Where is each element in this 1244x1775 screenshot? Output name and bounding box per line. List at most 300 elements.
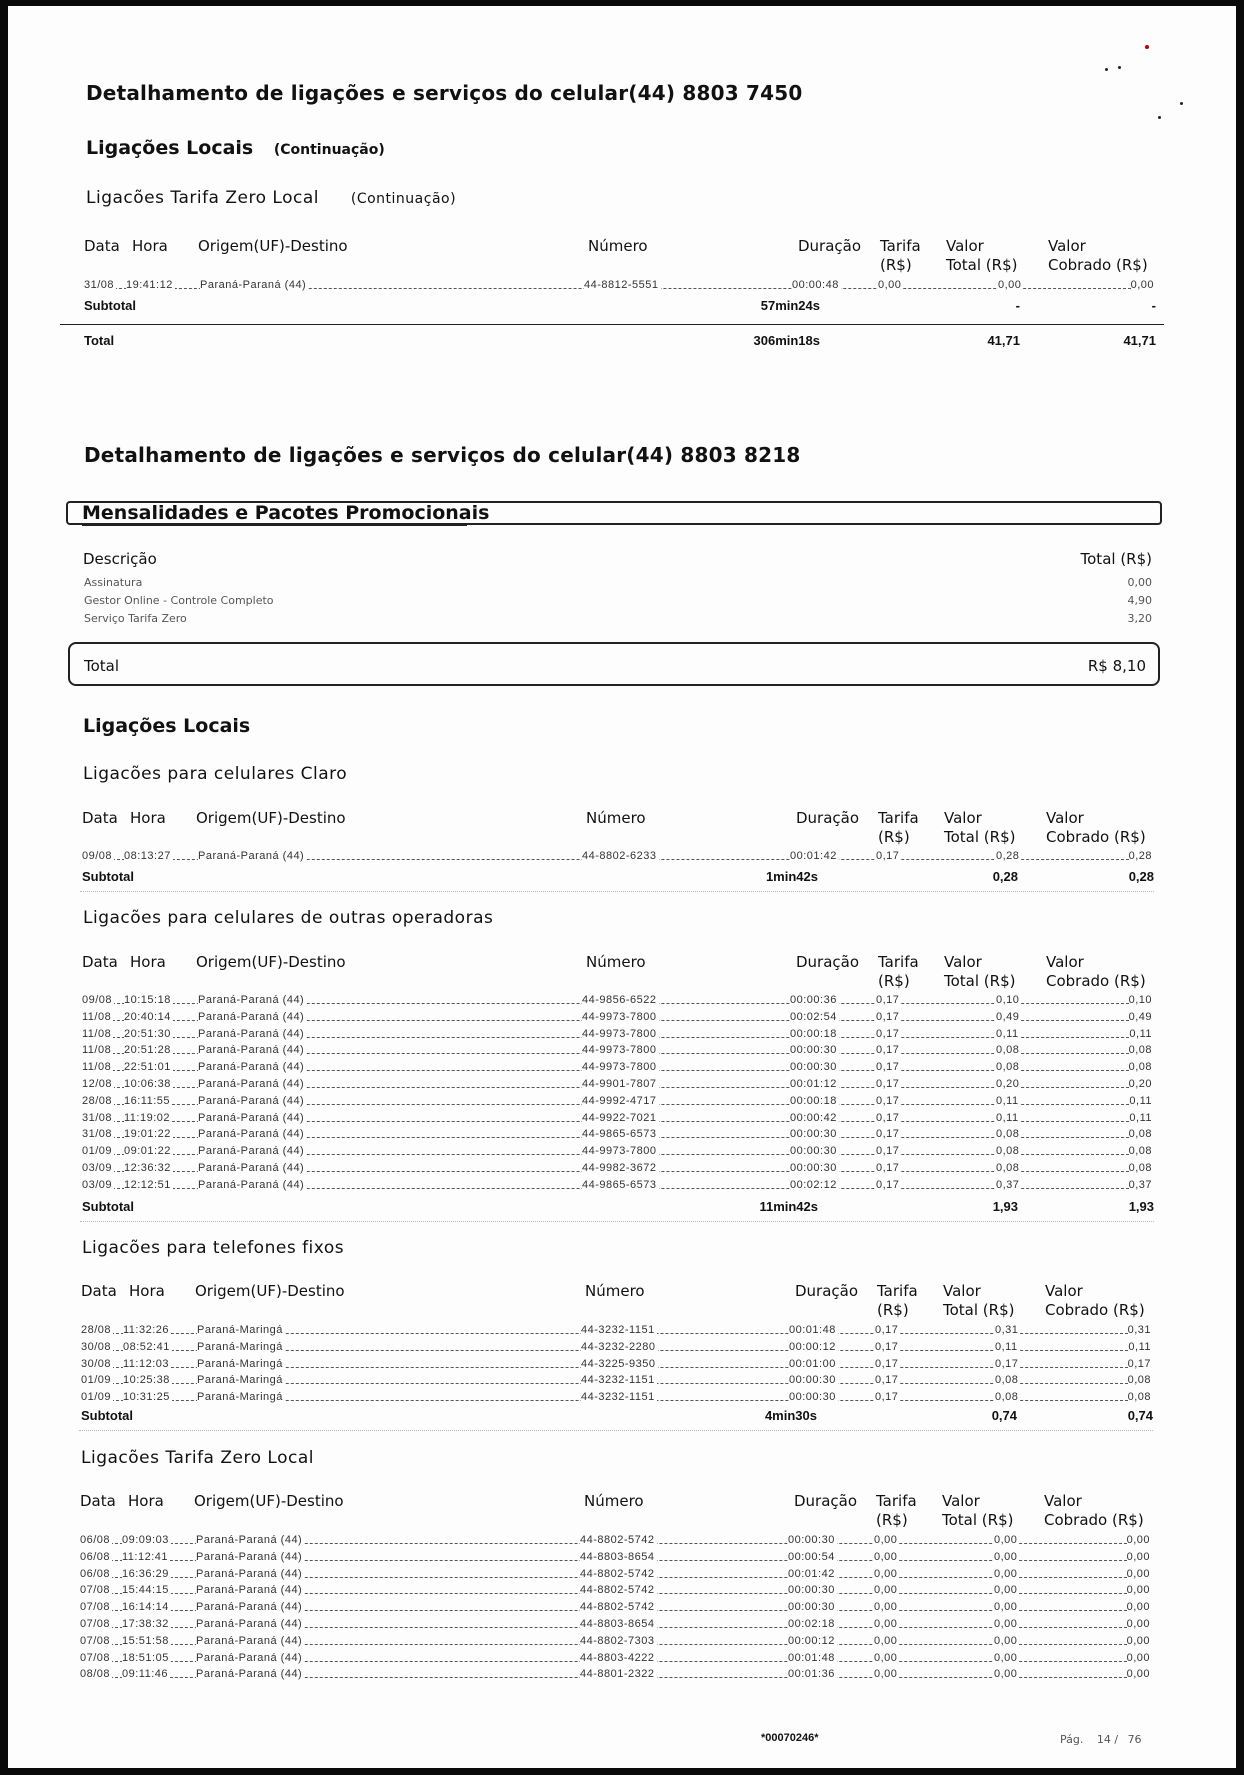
col-valor-cobrado-label: Valor <box>1046 953 1084 971</box>
cell-data: 09/08 <box>82 994 113 1006</box>
cell-origem: Paraná-Paraná (44) <box>196 1668 303 1681</box>
cell-numero: 44-8802-5742 <box>580 1534 655 1546</box>
cell-valor-cobrado: 0,10 <box>1128 994 1152 1006</box>
cell-hora: 16:11:55 <box>124 1094 171 1107</box>
cell-data: 28/08 <box>81 1324 112 1336</box>
cell-tarifa: 0,17 <box>875 1340 899 1353</box>
col-valor-total-header <box>942 1492 1013 1530</box>
cell-origem: Paraná-Paraná (44) <box>198 1044 305 1057</box>
table-row <box>82 1126 1154 1142</box>
cell-data: 01/09 <box>81 1391 112 1404</box>
cell-tarifa: 0,00 <box>874 1668 898 1681</box>
cell-hora: 12:36:32 <box>124 1162 171 1174</box>
cell-duracao: 00:00:30 <box>790 1044 837 1057</box>
cell-data: 30/08 <box>81 1357 112 1370</box>
cell-valor-cobrado: 0,00 <box>1126 1567 1150 1580</box>
cell-duracao: 00:00:30 <box>790 1061 837 1074</box>
col-duracao-label: Duração <box>798 237 862 255</box>
cell-duracao: 00:02:54 <box>790 1010 837 1023</box>
cell-numero: 44-3232-1151 <box>581 1374 655 1387</box>
locais-heading: Ligações Locais <box>83 715 251 737</box>
col-origem-label: Origem(UF)-Destino <box>198 237 348 255</box>
col-numero-header <box>584 1492 644 1511</box>
cell-valor-total: 0,49 <box>996 1010 1020 1023</box>
col-valor-total-label: Valor <box>946 237 984 255</box>
cell-origem: Paraná-Maringá <box>197 1374 283 1387</box>
cell-valor-total: 0,08 <box>996 1044 1020 1057</box>
col-valor-cobrado-label: Valor <box>1048 237 1086 255</box>
cell-data: 11/08 <box>82 1010 112 1023</box>
cell-valor-total: 0,11 <box>996 1094 1019 1107</box>
col-valor-total-sublabel: Total (R$) <box>944 828 1016 846</box>
fixos-heading: Ligacões para telefones fixos <box>82 1238 345 1258</box>
cell-valor-total: 0,00 <box>994 1567 1018 1580</box>
cell-hora: 20:51:30 <box>124 1027 171 1040</box>
cell-hora: 12:12:51 <box>124 1178 171 1191</box>
col-data-header <box>82 953 118 972</box>
cell-data: 06/08 <box>80 1550 111 1563</box>
col-valor-total-header <box>944 809 1015 847</box>
col-valor-cobrado-sublabel: Cobrado (R$) <box>1048 256 1148 274</box>
cell-valor-total: 0,10 <box>996 994 1020 1006</box>
col-origem-label: Origem(UF)-Destino <box>196 953 346 971</box>
cell-origem: Paraná-Maringá <box>197 1357 283 1370</box>
section-title-line-1 <box>86 81 802 105</box>
cell-numero: 44-8802-6233 <box>582 850 657 862</box>
subheading-text: Ligacões Tarifa Zero Local <box>86 188 319 208</box>
col-valor-total-label: Valor <box>943 1282 981 1300</box>
cell-valor-total: 0,28 <box>996 850 1020 862</box>
table-row <box>82 1042 1154 1058</box>
cell-numero: 44-8803-4222 <box>580 1651 655 1664</box>
cell-valor-total: 0,08 <box>995 1374 1019 1387</box>
cell-valor-cobrado: 0,00 <box>1126 1534 1150 1546</box>
mensalidade-valor: 3,20 <box>1127 612 1152 625</box>
cell-origem: Paraná-Paraná (44) <box>196 1584 303 1597</box>
outras-heading: Ligacões para celulares de outras operadoras <box>83 908 494 928</box>
table-row <box>81 1322 1153 1338</box>
cell-valor-cobrado: 0,00 <box>1126 1601 1150 1614</box>
cell-tarifa: 0,17 <box>876 1094 900 1107</box>
cell-duracao: 00:01:42 <box>790 850 837 862</box>
col-valor-total-sublabel: Total (R$) <box>946 256 1018 274</box>
cell-valor-total: 0,11 <box>996 1027 1019 1040</box>
mensalidade-valor: 4,90 <box>1127 594 1152 607</box>
subtotal-duration: 57min24s <box>760 298 820 313</box>
col-valor-cobrado-sublabel: Cobrado (R$) <box>1046 828 1146 846</box>
col-valor-cobrado-label: Valor <box>1046 809 1084 827</box>
cell-hora: 15:44:15 <box>122 1584 169 1597</box>
cell-hora: 22:51:01 <box>124 1061 171 1074</box>
cell-numero: 44-8802-7303 <box>580 1634 655 1647</box>
cell-origem: Paraná-Paraná (44) <box>196 1567 303 1580</box>
cell-numero: 44-8812-5551 <box>584 279 659 291</box>
subtotal-duration: 4min30s <box>764 1408 817 1423</box>
cell-numero: 44-9901-7807 <box>582 1078 657 1090</box>
table-row <box>80 1532 1152 1548</box>
cell-hora: 15:51:58 <box>122 1634 169 1647</box>
table-row <box>82 1177 1154 1193</box>
col-hora-label: Hora <box>130 953 166 971</box>
cell-numero: 44-3232-1151 <box>581 1324 655 1336</box>
col-duracao-header <box>794 1492 857 1511</box>
cell-data: 07/08 <box>80 1651 111 1664</box>
table-row <box>81 1356 1153 1372</box>
cell-origem: Paraná-Paraná (44) <box>198 1061 305 1074</box>
col-tarifa-header <box>877 1282 918 1320</box>
cell-valor-cobrado: 0,31 <box>1127 1324 1151 1336</box>
section-title-line-2 <box>84 443 800 467</box>
continuation-label: (Continuação) <box>273 142 385 158</box>
cell-origem: Paraná-Paraná (44) <box>198 1128 305 1141</box>
cell-origem: Paraná-Paraná (44) <box>198 850 305 862</box>
cell-valor-total: 0,08 <box>996 1162 1020 1174</box>
mensalidade-desc: Serviço Tarifa Zero <box>84 612 187 625</box>
col-data-header <box>82 809 118 828</box>
cell-valor-cobrado: 0,28 <box>1128 850 1152 862</box>
cell-numero: 44-9856-6522 <box>582 994 657 1006</box>
descricao-label: Descrição <box>83 550 157 568</box>
col-numero-header <box>586 809 646 828</box>
phone-number-1: (44) 8803 7450 <box>628 81 803 105</box>
cell-numero: 44-9973-7800 <box>582 1027 657 1040</box>
title-underline <box>82 525 467 526</box>
col-duracao-header <box>796 809 859 828</box>
col-valor-total-sublabel: Total (R$) <box>944 972 1016 990</box>
cell-origem: Paraná-Paraná (44) <box>200 279 307 291</box>
cell-tarifa: 0,00 <box>874 1618 898 1630</box>
col-numero-label: Número <box>586 809 646 827</box>
cell-valor-total: 0,00 <box>994 1584 1018 1597</box>
col-valor-total-header <box>943 1282 1014 1320</box>
cell-tarifa: 0,17 <box>876 1078 900 1090</box>
cell-valor-cobrado: 0,00 <box>1130 279 1154 291</box>
cell-duracao: 00:00:30 <box>790 1128 837 1141</box>
col-hora-header <box>130 953 166 972</box>
subtotal-total: - <box>1015 298 1020 313</box>
cell-data: 11/08 <box>82 1027 112 1040</box>
cell-tarifa: 0,17 <box>876 1027 900 1040</box>
cell-data: 12/08 <box>82 1078 113 1090</box>
table-row <box>82 992 1154 1008</box>
col-valor-cobrado-header <box>1044 1492 1144 1530</box>
cell-tarifa: 0,17 <box>876 850 900 862</box>
cell-hora: 16:36:29 <box>122 1567 169 1580</box>
box-total-label: Total <box>84 657 120 675</box>
cell-hora: 19:41:12 <box>126 279 173 291</box>
invoice-page <box>8 6 1236 1768</box>
cell-valor-cobrado: 0,17 <box>1127 1357 1151 1370</box>
cell-numero: 44-9922-7021 <box>582 1111 657 1124</box>
cell-origem: Paraná-Maringá <box>197 1391 283 1404</box>
table-row <box>80 1650 1152 1666</box>
cell-tarifa: 0,17 <box>876 994 900 1006</box>
cell-hora: 18:51:05 <box>122 1651 169 1664</box>
cell-numero: 44-9865-6573 <box>582 1128 657 1141</box>
cell-numero: 44-8803-8654 <box>580 1550 655 1563</box>
cell-tarifa: 0,17 <box>876 1061 900 1074</box>
section-divider <box>80 891 1154 892</box>
cell-tarifa: 0,17 <box>875 1391 899 1404</box>
cell-valor-total: 0,08 <box>996 1145 1020 1158</box>
col-duracao-label: Duração <box>794 1492 858 1510</box>
table-row <box>82 1143 1154 1159</box>
cell-valor-total: 0,00 <box>998 279 1022 291</box>
cell-origem: Paraná-Paraná (44) <box>196 1550 303 1563</box>
cell-valor-total: 0,08 <box>995 1391 1019 1404</box>
cell-data: 07/08 <box>80 1634 111 1647</box>
col-tarifa-label: Tarifa <box>877 1282 918 1300</box>
col-data-header <box>84 237 120 256</box>
cell-numero: 44-9973-7800 <box>582 1044 657 1057</box>
cell-tarifa: 0,00 <box>874 1534 898 1546</box>
cell-valor-total: 0,00 <box>994 1534 1018 1546</box>
cell-data: 09/08 <box>82 850 113 862</box>
cell-tarifa: 0,17 <box>875 1357 899 1370</box>
col-valor-cobrado-header <box>1045 1282 1145 1320</box>
subtotal-label: Subtotal <box>82 1199 134 1214</box>
col-valor-cobrado-header <box>1046 809 1146 847</box>
cell-valor-cobrado: 0,49 <box>1128 1010 1152 1023</box>
cell-data: 28/08 <box>82 1094 113 1107</box>
cell-duracao: 00:00:30 <box>790 1162 837 1174</box>
cell-tarifa: 0,17 <box>876 1178 900 1191</box>
cell-valor-cobrado: 0,08 <box>1127 1391 1151 1404</box>
cell-origem: Paraná-Paraná (44) <box>196 1601 303 1614</box>
cell-valor-cobrado: 0,20 <box>1128 1078 1152 1090</box>
col-valor-total-header <box>944 953 1015 991</box>
table-row <box>80 1616 1152 1632</box>
table-row <box>82 1110 1154 1126</box>
col-tarifa-sublabel: (R$) <box>878 828 910 846</box>
cell-duracao: 00:00:54 <box>788 1550 835 1563</box>
section-heading-locais-cont <box>86 137 385 159</box>
cell-hora: 20:40:14 <box>124 1010 171 1023</box>
cell-numero: 44-3232-1151 <box>581 1391 655 1404</box>
subtotal-cobrado: 0,28 <box>1128 869 1154 884</box>
cell-valor-cobrado: 0,00 <box>1126 1618 1150 1630</box>
cell-valor-cobrado: 0,11 <box>1129 1111 1152 1124</box>
cell-tarifa: 0,00 <box>878 279 902 291</box>
cell-duracao: 00:00:30 <box>788 1601 835 1614</box>
scan-speck <box>1180 102 1183 105</box>
cell-data: 01/09 <box>81 1374 112 1387</box>
cell-valor-cobrado: 0,08 <box>1128 1044 1152 1057</box>
cell-numero: 44-8802-5742 <box>580 1584 655 1597</box>
cell-valor-total: 0,17 <box>995 1357 1019 1370</box>
cell-numero: 44-9865-6573 <box>582 1178 657 1191</box>
mensalidades-title: Mensalidades e Pacotes Promocionais <box>82 502 490 524</box>
cell-valor-cobrado: 0,08 <box>1127 1374 1151 1387</box>
cell-numero: 44-9982-3672 <box>582 1162 657 1174</box>
section-title-2: Detalhamento de ligações e serviços do celular <box>84 443 627 467</box>
cell-data: 03/09 <box>82 1178 113 1191</box>
cell-origem: Paraná-Paraná (44) <box>198 1178 305 1191</box>
cell-valor-cobrado: 0,08 <box>1128 1145 1152 1158</box>
col-duracao-header <box>798 237 861 256</box>
col-valor-cobrado-sublabel: Cobrado (R$) <box>1046 972 1146 990</box>
cell-hora: 10:31:25 <box>123 1391 170 1404</box>
col-hora-header <box>128 1492 164 1511</box>
table-row <box>84 277 1156 293</box>
table-row <box>82 1093 1154 1109</box>
box-total-value: R$ 8,10 <box>1087 657 1146 675</box>
divider <box>60 324 1164 325</box>
cell-valor-total: 0,00 <box>994 1550 1018 1563</box>
col-valor-cobrado-label: Valor <box>1044 1492 1082 1510</box>
cell-duracao: 00:00:12 <box>788 1634 835 1647</box>
col-hora-label: Hora <box>130 809 166 827</box>
cell-hora: 11:12:03 <box>123 1357 170 1370</box>
cell-hora: 08:13:27 <box>124 850 171 862</box>
cell-duracao: 00:00:18 <box>790 1027 837 1040</box>
cell-origem: Paraná-Maringá <box>197 1340 283 1353</box>
section-divider <box>80 1221 1154 1222</box>
cell-valor-total: 0,00 <box>994 1634 1018 1647</box>
cell-valor-cobrado: 0,00 <box>1126 1668 1150 1681</box>
cell-valor-total: 0,37 <box>996 1178 1020 1191</box>
cell-numero: 44-8803-8654 <box>580 1618 655 1630</box>
subtotal-cobrado: - <box>1151 298 1156 313</box>
cell-origem: Paraná-Paraná (44) <box>198 1145 305 1158</box>
subtotal-total: 0,74 <box>991 1408 1017 1423</box>
heading-text: Ligações Locais <box>86 137 254 159</box>
col-hora-label: Hora <box>132 237 168 255</box>
cell-duracao: 00:00:30 <box>788 1534 835 1546</box>
col-valor-total-label: Valor <box>944 809 982 827</box>
cell-duracao: 00:01:00 <box>789 1357 836 1370</box>
mensalidade-desc: Gestor Online - Controle Completo <box>84 594 274 607</box>
cell-hora: 10:25:38 <box>123 1374 170 1387</box>
cell-hora: 09:01:22 <box>124 1145 171 1158</box>
cell-valor-total: 0,08 <box>996 1061 1020 1074</box>
cell-data: 06/08 <box>80 1567 111 1580</box>
cell-valor-cobrado: 0,11 <box>1128 1340 1151 1353</box>
col-data-label: Data <box>80 1492 116 1510</box>
section-divider <box>79 1430 1153 1431</box>
cell-data: 06/08 <box>80 1534 111 1546</box>
mensalidade-valor: 0,00 <box>1127 576 1152 589</box>
col-hora-label: Hora <box>129 1282 165 1300</box>
table-row <box>81 1339 1153 1355</box>
col-tarifa-header <box>880 237 921 275</box>
col-hora-label: Hora <box>128 1492 164 1510</box>
cell-origem: Paraná-Paraná (44) <box>198 1094 305 1107</box>
table-row <box>82 848 1154 864</box>
cell-origem: Paraná-Paraná (44) <box>198 1078 305 1090</box>
cell-valor-total: 0,00 <box>994 1651 1018 1664</box>
col-valor-total-label: Valor <box>944 953 982 971</box>
table-row <box>81 1389 1153 1405</box>
cell-hora: 17:38:32 <box>122 1618 169 1630</box>
cell-valor-total: 0,08 <box>996 1128 1020 1141</box>
col-duracao-label: Duração <box>795 1282 859 1300</box>
cell-origem: Paraná-Paraná (44) <box>196 1618 303 1630</box>
col-duracao-header <box>796 953 859 972</box>
col-tarifa-header <box>878 809 919 847</box>
mensalidades-total-box <box>68 642 1160 686</box>
cell-duracao: 00:01:12 <box>790 1078 837 1090</box>
page-total: 76 <box>1127 1733 1142 1746</box>
total-rs-label: Total (R$) <box>1080 550 1152 568</box>
cell-valor-total: 0,11 <box>995 1340 1018 1353</box>
cell-data: 11/08 <box>82 1061 112 1074</box>
continuation-label: (Continuação) <box>350 191 457 207</box>
col-origem-label: Origem(UF)-Destino <box>195 1282 345 1300</box>
scan-speck <box>1158 116 1161 119</box>
cell-tarifa: 0,00 <box>874 1634 898 1647</box>
cell-tarifa: 0,17 <box>875 1324 899 1336</box>
cell-hora: 09:11:46 <box>122 1668 169 1681</box>
cell-valor-total: 0,00 <box>994 1601 1018 1614</box>
mensalidade-desc: Assinatura <box>84 576 143 589</box>
cell-tarifa: 0,17 <box>876 1111 900 1124</box>
col-data-label: Data <box>82 953 118 971</box>
col-tarifa-sublabel: (R$) <box>877 1301 909 1319</box>
col-data-header <box>81 1282 117 1301</box>
cell-data: 07/08 <box>80 1584 111 1597</box>
col-data-header <box>80 1492 116 1511</box>
subtotal-duration: 11min42s <box>759 1199 818 1214</box>
col-hora-header <box>132 237 168 256</box>
col-tarifa-label: Tarifa <box>876 1492 917 1510</box>
col-tarifa-header <box>878 953 919 991</box>
cell-origem: Paraná-Paraná (44) <box>198 1010 305 1023</box>
cell-origem: Paraná-Paraná (44) <box>196 1634 303 1647</box>
cell-duracao: 00:00:12 <box>789 1340 836 1353</box>
subtotal-duration: 1min42s <box>765 869 818 884</box>
cell-data: 07/08 <box>80 1601 111 1614</box>
cell-hora: 10:06:38 <box>124 1078 171 1090</box>
col-data-label: Data <box>84 237 120 255</box>
cell-data: 31/08 <box>82 1128 113 1141</box>
cell-duracao: 00:01:36 <box>788 1668 835 1681</box>
cell-data: 07/08 <box>80 1618 111 1630</box>
cell-valor-cobrado: 0,37 <box>1128 1178 1152 1191</box>
total-value: 41,71 <box>987 333 1020 348</box>
subtotal-label: Subtotal <box>82 869 134 884</box>
col-data-label: Data <box>82 809 118 827</box>
col-valor-total-sublabel: Total (R$) <box>942 1511 1014 1529</box>
cell-valor-cobrado: 0,00 <box>1126 1584 1150 1597</box>
cell-hora: 11:19:02 <box>124 1111 171 1124</box>
subtotal-cobrado: 1,93 <box>1128 1199 1154 1214</box>
cell-duracao: 00:00:36 <box>790 994 837 1006</box>
col-valor-total-header <box>946 237 1017 275</box>
cell-tarifa: 0,17 <box>876 1044 900 1057</box>
cell-origem: Paraná-Paraná (44) <box>198 1162 305 1174</box>
section-title-1: Detalhamento de ligações e serviços do celular <box>86 81 629 105</box>
cell-duracao: 00:01:48 <box>788 1651 835 1664</box>
cell-duracao: 00:02:12 <box>790 1178 837 1191</box>
cell-valor-cobrado: 0,08 <box>1128 1162 1152 1174</box>
scan-speck <box>1145 45 1149 49</box>
cell-numero: 44-9973-7800 <box>582 1061 657 1074</box>
col-tarifa-sublabel: (R$) <box>880 256 912 274</box>
table-row <box>80 1582 1152 1598</box>
cell-numero: 44-3225-9350 <box>581 1357 656 1370</box>
subtotal-total: 1,93 <box>992 1199 1018 1214</box>
col-numero-header <box>586 953 646 972</box>
table-row <box>81 1372 1153 1388</box>
subtotal-label: Subtotal <box>84 298 136 313</box>
col-valor-cobrado-sublabel: Cobrado (R$) <box>1044 1511 1144 1529</box>
cell-tarifa: 0,17 <box>876 1162 900 1174</box>
table-row <box>82 1160 1154 1176</box>
col-origem-header <box>196 953 346 972</box>
col-origem-label: Origem(UF)-Destino <box>194 1492 344 1510</box>
cell-tarifa: 0,00 <box>874 1550 898 1563</box>
